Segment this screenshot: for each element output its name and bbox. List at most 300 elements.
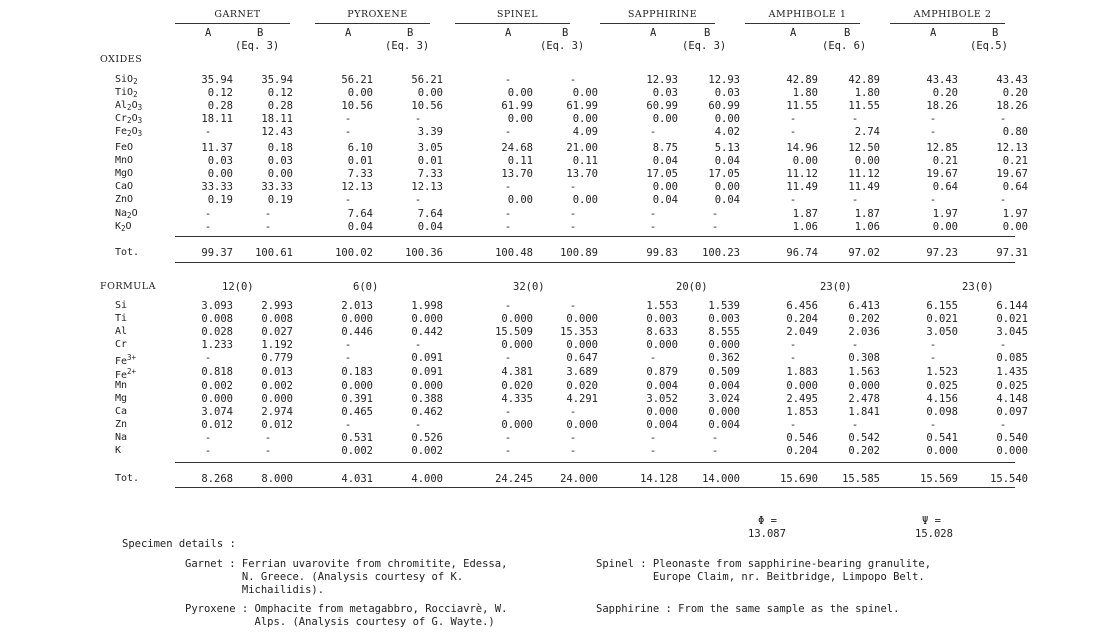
formula-value-cell: 0.308 — [848, 352, 880, 364]
formula-value-cell: 0.025 — [996, 380, 1028, 392]
oxide-value-cell: - — [851, 113, 859, 125]
oxide-value-cell: - — [504, 126, 512, 138]
formula-total-cell: 8.268 — [201, 473, 233, 485]
oxide-value-cell: - — [649, 126, 657, 138]
row-label-text: Na — [115, 432, 128, 443]
formula-value-cell: 0.002 — [261, 380, 293, 392]
oxide-value-cell: - — [344, 113, 352, 125]
row-label-text: Ca — [115, 406, 128, 417]
formula-basis: 32(0) — [513, 281, 545, 293]
eq-label: (Eq. 3) — [682, 40, 727, 52]
oxide-value-cell: - — [264, 208, 272, 220]
oxide-value-cell: - — [504, 181, 512, 193]
formula-value-cell: 0.004 — [708, 419, 740, 431]
oxide-value-cell: 0.04 — [652, 194, 678, 206]
formula-value-cell: 0.000 — [566, 313, 598, 325]
oxide-value-cell: 2.74 — [854, 126, 880, 138]
formula-value-cell: 0.202 — [848, 445, 880, 457]
eq-label: (Eq. 3) — [235, 40, 280, 52]
oxide-value-cell: 7.33 — [347, 168, 373, 180]
col-a-header: A — [930, 27, 937, 39]
mineral-header: PYROXENE — [347, 9, 408, 20]
formula-value-cell: 0.391 — [341, 393, 373, 405]
oxide-value-cell: 21.00 — [566, 142, 598, 154]
total-rule — [175, 262, 1015, 263]
row-label — [115, 419, 127, 431]
phi-label: Φ = — [758, 515, 777, 527]
oxide-value-cell: 12.93 — [646, 74, 678, 86]
oxide-value-cell: 12.13 — [341, 181, 373, 193]
formula-value-cell: - — [789, 352, 797, 364]
oxide-value-cell: 0.00 — [792, 155, 818, 167]
oxide-value-cell: 0.00 — [652, 181, 678, 193]
formula-value-cell: 1.192 — [261, 339, 293, 351]
oxide-value-cell: 12.50 — [848, 142, 880, 154]
oxide-value-cell: 0.28 — [267, 100, 293, 112]
oxide-value-cell: 60.99 — [708, 100, 740, 112]
formula-value-cell: - — [929, 339, 937, 351]
row-label-text: Cr — [115, 113, 128, 124]
formula-value-cell: 0.004 — [646, 380, 678, 392]
formula-value-cell: 1.853 — [786, 406, 818, 418]
formula-value-cell: 8.633 — [646, 326, 678, 338]
row-label-subscript: 2 — [133, 77, 138, 86]
mineral-header: AMPHIBOLE 2 — [913, 9, 992, 20]
col-b-header: B — [704, 27, 711, 39]
oxide-value-cell: 0.19 — [207, 194, 233, 206]
row-label-text: Fe — [115, 126, 128, 137]
formula-value-cell: - — [344, 339, 352, 351]
oxide-value-cell: 19.67 — [926, 168, 958, 180]
formula-value-cell: - — [649, 432, 657, 444]
formula-value-cell: 0.012 — [201, 419, 233, 431]
eq-label: (Eq. 3) — [385, 40, 430, 52]
oxide-total-cell: 100.23 — [702, 247, 740, 259]
row-label-text: Tot. — [115, 473, 140, 484]
oxide-total-cell: 99.83 — [646, 247, 678, 259]
oxide-value-cell: 42.89 — [786, 74, 818, 86]
oxide-value-cell: 0.00 — [347, 87, 373, 99]
row-label-text: Si — [115, 300, 128, 311]
oxide-value-cell: 0.01 — [417, 155, 443, 167]
row-label — [115, 221, 132, 235]
psi-label: Ψ = — [922, 515, 941, 527]
row-label-text-2: O — [131, 208, 138, 219]
formula-value-cell: 0.008 — [201, 313, 233, 325]
formula-value-cell: 0.003 — [646, 313, 678, 325]
oxide-value-cell: - — [789, 113, 797, 125]
oxide-value-cell: 11.49 — [786, 181, 818, 193]
formula-value-cell: - — [504, 432, 512, 444]
oxide-value-cell: 1.87 — [792, 208, 818, 220]
oxide-value-cell: 1.06 — [792, 221, 818, 233]
formula-value-cell: 0.097 — [996, 406, 1028, 418]
oxide-total-cell: 96.74 — [786, 247, 818, 259]
oxide-value-cell: 0.00 — [507, 87, 533, 99]
oxide-value-cell: 3.05 — [417, 142, 443, 154]
oxide-value-cell: - — [929, 194, 937, 206]
row-label-text: Al — [115, 326, 128, 337]
row-label — [115, 126, 142, 140]
oxide-value-cell: 7.64 — [417, 208, 443, 220]
formula-value-cell: 2.974 — [261, 406, 293, 418]
oxide-value-cell: 0.64 — [932, 181, 958, 193]
row-label-text: MnO — [115, 155, 134, 166]
oxide-value-cell: - — [649, 221, 657, 233]
formula-value-cell: 0.446 — [341, 326, 373, 338]
specimen-spinel: Spinel : Pleonaste from sapphirine-bearing granulite, Europe Claim, nr. Beitbridge, Limpopo Belt. — [596, 558, 932, 583]
formula-value-cell: 0.531 — [341, 432, 373, 444]
formula-value-cell: 0.028 — [201, 326, 233, 338]
formula-value-cell: 0.818 — [201, 366, 233, 378]
formula-value-cell: - — [504, 300, 512, 312]
row-label-text: Mn — [115, 380, 128, 391]
formula-value-cell: - — [789, 339, 797, 351]
oxide-value-cell: 0.03 — [267, 155, 293, 167]
oxide-value-cell: 1.97 — [1002, 208, 1028, 220]
oxide-value-cell: 0.00 — [572, 194, 598, 206]
formula-value-cell: 0.000 — [646, 406, 678, 418]
col-b-header: B — [992, 27, 999, 39]
oxide-value-cell: 0.20 — [1002, 87, 1028, 99]
formula-total-cell: 24.245 — [495, 473, 533, 485]
formula-value-cell: 0.183 — [341, 366, 373, 378]
oxide-value-cell: 7.33 — [417, 168, 443, 180]
oxide-value-cell: 11.37 — [201, 142, 233, 154]
row-label-text: Cr — [115, 339, 128, 350]
row-label-text: K — [115, 221, 122, 232]
oxide-value-cell: 43.43 — [996, 74, 1028, 86]
formula-value-cell: 0.000 — [201, 393, 233, 405]
formula-value-cell: - — [929, 352, 937, 364]
formula-value-cell: 4.156 — [926, 393, 958, 405]
psi-value: 15.028 — [915, 528, 953, 540]
formula-value-cell: 3.074 — [201, 406, 233, 418]
row-label — [115, 168, 133, 180]
oxide-value-cell: - — [344, 194, 352, 206]
formula-value-cell: - — [851, 419, 859, 431]
formula-value-cell: - — [999, 419, 1007, 431]
oxide-value-cell: - — [789, 194, 797, 206]
oxide-value-cell: 18.11 — [261, 113, 293, 125]
formula-value-cell: 0.542 — [848, 432, 880, 444]
row-label-subscript-2: 3 — [137, 103, 143, 112]
oxide-total-cell: 97.23 — [926, 247, 958, 259]
formula-value-cell: 15.353 — [560, 326, 598, 338]
formula-value-cell: - — [569, 300, 577, 312]
oxide-value-cell: 0.00 — [507, 113, 533, 125]
formula-value-cell: 0.000 — [848, 380, 880, 392]
oxide-value-cell: 4.09 — [572, 126, 598, 138]
formula-value-cell: 0.027 — [261, 326, 293, 338]
oxide-value-cell: 0.12 — [207, 87, 233, 99]
formula-total-cell: 15.585 — [842, 473, 880, 485]
formula-basis: 23(0) — [962, 281, 994, 293]
oxide-value-cell: 6.10 — [347, 142, 373, 154]
formula-value-cell: 0.002 — [411, 445, 443, 457]
specimen-garnet: Garnet : Ferrian uvarovite from chromitite, Edessa, N. Greece. (Analysis courtesy of K. Michailidis). — [185, 558, 508, 596]
oxide-value-cell: 10.56 — [341, 100, 373, 112]
row-label-text: Na — [115, 208, 128, 219]
row-label-text: Ti — [115, 313, 128, 324]
section-formula-label: FORMULA — [100, 281, 156, 292]
col-a-header: A — [790, 27, 797, 39]
oxide-value-cell: 0.21 — [1002, 155, 1028, 167]
formula-total-cell: 14.000 — [702, 473, 740, 485]
oxide-total-cell: 97.31 — [996, 247, 1028, 259]
formula-value-cell: 0.540 — [996, 432, 1028, 444]
formula-value-cell: - — [504, 445, 512, 457]
oxide-value-cell: - — [711, 208, 719, 220]
row-label-text: Zn — [115, 419, 128, 430]
oxide-value-cell: 0.11 — [572, 155, 598, 167]
formula-value-cell: 1.563 — [848, 366, 880, 378]
oxide-value-cell: - — [929, 126, 937, 138]
row-label-subscript: 2 — [127, 103, 132, 112]
row-label — [115, 142, 133, 154]
oxide-value-cell: - — [999, 113, 1007, 125]
oxide-value-cell: 56.21 — [341, 74, 373, 86]
group-rule — [175, 23, 290, 24]
formula-value-cell: 0.465 — [341, 406, 373, 418]
formula-total-cell: 4.031 — [341, 473, 373, 485]
formula-value-cell: 0.002 — [341, 445, 373, 457]
row-label — [115, 300, 127, 312]
oxide-value-cell: 0.03 — [207, 155, 233, 167]
row-label-text: TiO — [115, 87, 134, 98]
row-label-text: Al — [115, 100, 128, 111]
formula-value-cell: 0.008 — [261, 313, 293, 325]
formula-value-cell: 1.233 — [201, 339, 233, 351]
mineral-header: AMPHIBOLE 1 — [768, 9, 847, 20]
oxide-value-cell: 61.99 — [566, 100, 598, 112]
formula-basis: 12(0) — [222, 281, 254, 293]
oxide-value-cell: 0.03 — [714, 87, 740, 99]
row-label-superscript: 2+ — [127, 367, 137, 376]
formula-value-cell: 0.000 — [341, 380, 373, 392]
formula-value-cell: 1.883 — [786, 366, 818, 378]
formula-value-cell: 0.025 — [926, 380, 958, 392]
row-label — [115, 313, 127, 325]
formula-value-cell: 0.779 — [261, 352, 293, 364]
row-label — [115, 181, 133, 193]
oxide-value-cell: 4.02 — [714, 126, 740, 138]
row-label — [115, 74, 138, 88]
formula-value-cell: - — [204, 445, 212, 457]
formula-value-cell: 8.555 — [708, 326, 740, 338]
formula-value-cell: 0.000 — [261, 393, 293, 405]
formula-value-cell: 3.093 — [201, 300, 233, 312]
formula-value-cell: 6.155 — [926, 300, 958, 312]
formula-value-cell: 1.998 — [411, 300, 443, 312]
col-a-header: A — [205, 27, 212, 39]
oxide-value-cell: 0.00 — [652, 113, 678, 125]
group-rule — [890, 23, 1005, 24]
formula-value-cell: 0.013 — [261, 366, 293, 378]
formula-value-cell: 0.091 — [411, 352, 443, 364]
formula-value-cell: 0.020 — [501, 380, 533, 392]
formula-value-cell: 0.000 — [411, 313, 443, 325]
oxide-value-cell: - — [414, 194, 422, 206]
oxide-value-cell: - — [504, 74, 512, 86]
formula-value-cell: 0.526 — [411, 432, 443, 444]
formula-value-cell: 3.052 — [646, 393, 678, 405]
oxide-value-cell: 24.68 — [501, 142, 533, 154]
mineral-header: SPINEL — [496, 9, 539, 20]
formula-value-cell: 4.291 — [566, 393, 598, 405]
row-label — [115, 87, 138, 101]
eq-label: (Eq. 3) — [540, 40, 585, 52]
formula-value-cell: - — [649, 352, 657, 364]
formula-value-cell: 1.539 — [708, 300, 740, 312]
oxide-value-cell: 42.89 — [848, 74, 880, 86]
formula-value-cell: 0.000 — [566, 419, 598, 431]
oxide-value-cell: 0.03 — [652, 87, 678, 99]
oxide-value-cell: - — [999, 194, 1007, 206]
formula-value-cell: - — [264, 432, 272, 444]
col-a-header: A — [505, 27, 512, 39]
oxide-value-cell: 0.01 — [347, 155, 373, 167]
row-label — [115, 380, 127, 392]
formula-value-cell: - — [344, 352, 352, 364]
formula-basis: 20(0) — [676, 281, 708, 293]
oxide-value-cell: 12.85 — [926, 142, 958, 154]
row-label-text: Tot. — [115, 247, 140, 258]
oxide-value-cell: 8.75 — [652, 142, 678, 154]
oxide-value-cell: 11.12 — [786, 168, 818, 180]
row-label-text: Fe — [115, 356, 128, 367]
oxide-total-cell: 100.02 — [335, 247, 373, 259]
oxide-value-cell: 10.56 — [411, 100, 443, 112]
oxide-value-cell: 13.70 — [501, 168, 533, 180]
formula-value-cell: 2.013 — [341, 300, 373, 312]
formula-value-cell: 0.647 — [566, 352, 598, 364]
oxide-value-cell: - — [264, 221, 272, 233]
formula-value-cell: 0.541 — [926, 432, 958, 444]
row-label-subscript: 2 — [127, 211, 132, 220]
formula-value-cell: 0.000 — [566, 339, 598, 351]
oxide-value-cell: 0.00 — [572, 87, 598, 99]
oxide-value-cell: - — [204, 208, 212, 220]
oxide-value-cell: 17.05 — [708, 168, 740, 180]
formula-value-cell: 0.000 — [341, 313, 373, 325]
row-label-text: K — [115, 445, 122, 456]
formula-value-cell: 4.381 — [501, 366, 533, 378]
oxide-value-cell: 0.00 — [207, 168, 233, 180]
oxide-value-cell: 18.26 — [926, 100, 958, 112]
oxide-value-cell: 12.43 — [261, 126, 293, 138]
row-label-text-2: O — [131, 100, 138, 111]
oxide-value-cell: 0.20 — [932, 87, 958, 99]
row-label — [115, 113, 142, 127]
row-label-text: ZnO — [115, 194, 134, 205]
row-label — [115, 208, 138, 222]
oxide-value-cell: 18.11 — [201, 113, 233, 125]
mineral-header: SAPPHIRINE — [627, 9, 698, 20]
formula-value-cell: 15.509 — [495, 326, 533, 338]
formula-value-cell: 0.509 — [708, 366, 740, 378]
formula-value-cell: - — [344, 419, 352, 431]
oxide-value-cell: 61.99 — [501, 100, 533, 112]
row-label-text: Mg — [115, 393, 128, 404]
formula-value-cell: 2.036 — [848, 326, 880, 338]
total-rule — [175, 236, 1015, 237]
mineral-header: GARNET — [214, 9, 261, 20]
row-label — [115, 393, 127, 405]
formula-value-cell: 0.000 — [786, 380, 818, 392]
oxide-total-cell: 100.61 — [255, 247, 293, 259]
oxide-value-cell: 0.04 — [714, 155, 740, 167]
oxide-value-cell: 0.00 — [854, 155, 880, 167]
oxide-value-cell: 0.04 — [652, 155, 678, 167]
formula-value-cell: 0.362 — [708, 352, 740, 364]
formula-value-cell: 0.021 — [996, 313, 1028, 325]
formula-value-cell: 0.442 — [411, 326, 443, 338]
oxide-value-cell: 7.64 — [347, 208, 373, 220]
oxide-value-cell: 0.80 — [1002, 126, 1028, 138]
oxide-total-cell: 99.37 — [201, 247, 233, 259]
formula-value-cell: - — [264, 445, 272, 457]
formula-value-cell: - — [569, 432, 577, 444]
oxide-value-cell: - — [504, 221, 512, 233]
row-label — [115, 194, 133, 206]
formula-value-cell: 0.085 — [996, 352, 1028, 364]
formula-value-cell: 0.202 — [848, 313, 880, 325]
formula-value-cell: 6.144 — [996, 300, 1028, 312]
formula-total-cell: 14.128 — [640, 473, 678, 485]
formula-value-cell: - — [504, 352, 512, 364]
formula-value-cell: 0.000 — [708, 406, 740, 418]
formula-value-cell: 0.012 — [261, 419, 293, 431]
row-label — [115, 445, 121, 457]
col-b-header: B — [257, 27, 264, 39]
formula-value-cell: 6.413 — [848, 300, 880, 312]
specimen-sapphirine: Sapphirine : From the same sample as the spinel. — [596, 603, 900, 615]
oxide-value-cell: - — [789, 126, 797, 138]
oxide-value-cell: 17.05 — [646, 168, 678, 180]
row-label-subscript: 2 — [133, 90, 138, 99]
formula-value-cell: 0.204 — [786, 445, 818, 457]
formula-value-cell: 2.478 — [848, 393, 880, 405]
formula-value-cell: 4.148 — [996, 393, 1028, 405]
formula-value-cell: 0.000 — [501, 419, 533, 431]
oxide-value-cell: - — [569, 181, 577, 193]
formula-value-cell: 0.091 — [411, 366, 443, 378]
oxide-value-cell: 12.93 — [708, 74, 740, 86]
formula-value-cell: 2.993 — [261, 300, 293, 312]
row-label — [115, 155, 133, 167]
formula-total-cell: 24.000 — [560, 473, 598, 485]
oxide-value-cell: 35.94 — [261, 74, 293, 86]
oxide-value-cell: 0.00 — [267, 168, 293, 180]
oxide-value-cell: 0.28 — [207, 100, 233, 112]
formula-value-cell: 4.335 — [501, 393, 533, 405]
row-label — [115, 339, 127, 351]
formula-value-cell: 0.546 — [786, 432, 818, 444]
formula-total-cell: 4.000 — [411, 473, 443, 485]
oxide-value-cell: 0.11 — [507, 155, 533, 167]
formula-value-cell: - — [789, 419, 797, 431]
oxide-value-cell: - — [851, 194, 859, 206]
oxide-total-cell: 100.36 — [405, 247, 443, 259]
oxide-value-cell: 14.96 — [786, 142, 818, 154]
oxide-value-cell: - — [711, 221, 719, 233]
oxide-value-cell: 0.18 — [267, 142, 293, 154]
oxide-value-cell: 33.33 — [201, 181, 233, 193]
oxide-value-cell: 0.04 — [347, 221, 373, 233]
oxide-value-cell: - — [649, 208, 657, 220]
formula-value-cell: 0.000 — [646, 339, 678, 351]
